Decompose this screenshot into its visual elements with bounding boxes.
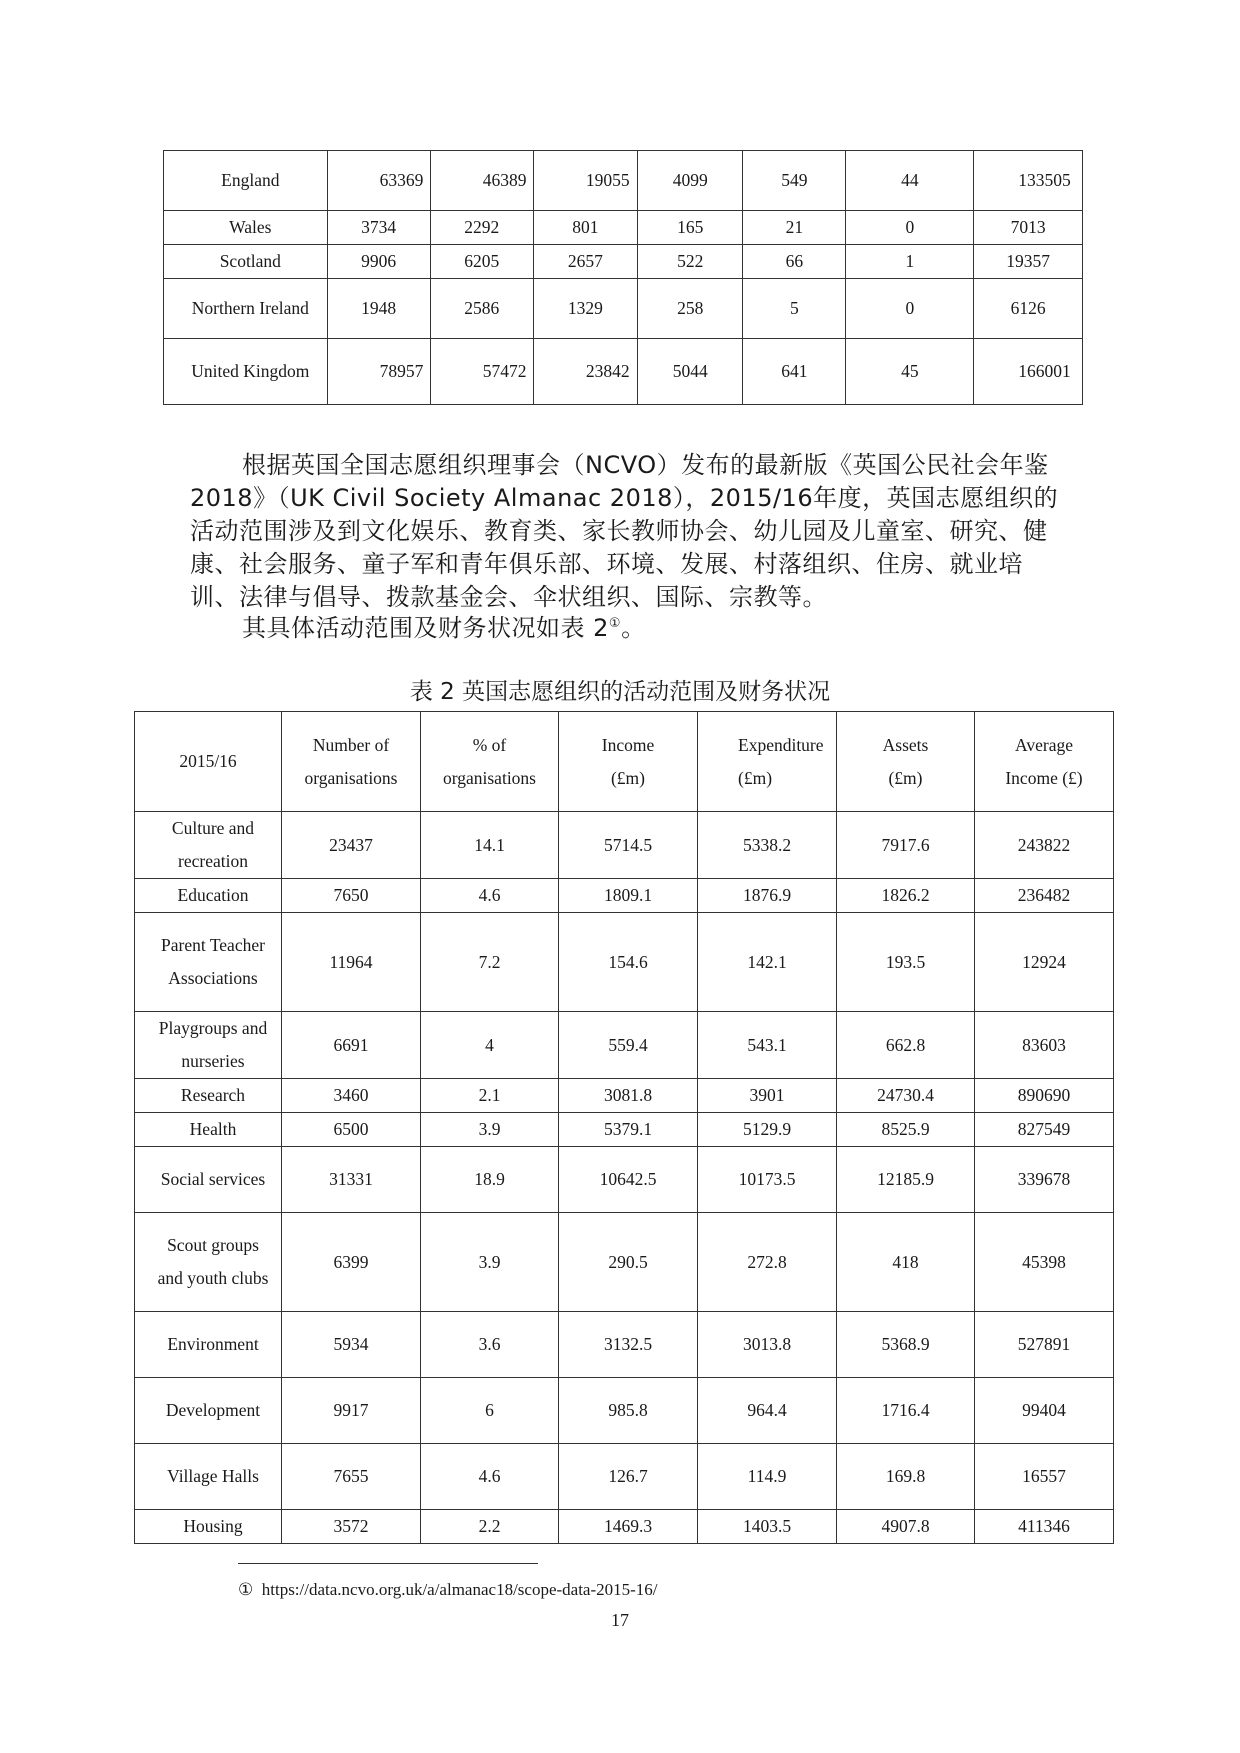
cell-avg: 12924 [975, 913, 1114, 1012]
cell-n: 7650 [282, 879, 421, 913]
cell: 57472 [430, 339, 533, 405]
table-row [135, 913, 1114, 1012]
cell-pct: 4.6 [421, 1444, 559, 1510]
cell-pct: 2.2 [421, 1510, 559, 1544]
cell-pct: 3.6 [421, 1312, 559, 1378]
cell-exp: 1876.9 [698, 879, 837, 913]
table-row [164, 245, 1083, 279]
table-row [135, 879, 1114, 913]
header-year: 2015/16 [135, 712, 282, 812]
cell: 166001 [974, 339, 1083, 405]
cell-avg: 890690 [975, 1079, 1114, 1113]
cell: 21 [743, 211, 846, 245]
cell-assets: 4907.8 [837, 1510, 975, 1544]
cell: 7013 [974, 211, 1083, 245]
cell-avg: 236482 [975, 879, 1114, 913]
cell-exp: 3901 [698, 1079, 837, 1113]
header-income: Income (£m) [559, 712, 698, 812]
body-paragraph-table-ref [190, 612, 1070, 645]
cell-n: 6500 [282, 1113, 421, 1147]
cell: 9906 [327, 245, 430, 279]
cell-exp: 543.1 [698, 1012, 837, 1079]
cell-exp: 142.1 [698, 913, 837, 1012]
cell-n: 3460 [282, 1079, 421, 1113]
region-label: Northern Ireland [164, 279, 328, 339]
cell-income: 154.6 [559, 913, 698, 1012]
table-row [135, 1147, 1114, 1213]
cell: 522 [638, 245, 743, 279]
cell-pct: 6 [421, 1378, 559, 1444]
table-row [135, 1113, 1114, 1147]
cell-avg: 411346 [975, 1510, 1114, 1544]
cell-pct: 3.9 [421, 1113, 559, 1147]
cell-avg: 45398 [975, 1213, 1114, 1312]
cell-exp: 3013.8 [698, 1312, 837, 1378]
cell: 19055 [533, 151, 637, 211]
cell-income: 5714.5 [559, 812, 698, 879]
activity-label: Parent Teacher Associations [135, 913, 282, 1012]
table-row [164, 211, 1083, 245]
cell: 549 [743, 151, 846, 211]
cell-pct: 3.9 [421, 1213, 559, 1312]
cell: 2586 [430, 279, 533, 339]
cell-n: 11964 [282, 913, 421, 1012]
cell: 133505 [974, 151, 1083, 211]
cell-assets: 8525.9 [837, 1113, 975, 1147]
table-row [135, 1012, 1114, 1079]
cell-exp: 114.9 [698, 1444, 837, 1510]
footnote-ref[interactable]: ① [608, 616, 622, 631]
cell: 5 [743, 279, 846, 339]
header-avg: Average Income (£) [975, 712, 1114, 812]
activity-label: Social services [135, 1147, 282, 1213]
activity-finance-table [134, 711, 1114, 1544]
table-row [135, 1079, 1114, 1113]
footnote-link[interactable]: https://data.ncvo.org.uk/a/almanac18/scope-data-2015-16/ [261, 1580, 658, 1599]
table-ref-end: 。 [621, 614, 646, 642]
cell-avg: 527891 [975, 1312, 1114, 1378]
cell-avg: 339678 [975, 1147, 1114, 1213]
header-pct: % of organisations [421, 712, 559, 812]
cell: 66 [743, 245, 846, 279]
cell-pct: 18.9 [421, 1147, 559, 1213]
cell: 46389 [430, 151, 533, 211]
cell-pct: 7.2 [421, 913, 559, 1012]
cell-exp: 5129.9 [698, 1113, 837, 1147]
header-row [135, 712, 1114, 812]
cell-avg: 827549 [975, 1113, 1114, 1147]
cell-avg: 243822 [975, 812, 1114, 879]
activity-label: Health [135, 1113, 282, 1147]
cell-income: 559.4 [559, 1012, 698, 1079]
cell-income: 985.8 [559, 1378, 698, 1444]
activity-label: Education [135, 879, 282, 913]
cell: 0 [846, 279, 974, 339]
cell: 63369 [327, 151, 430, 211]
region-label: Wales [164, 211, 328, 245]
region-label: England [164, 151, 328, 211]
cell: 78957 [327, 339, 430, 405]
cell-exp: 10173.5 [698, 1147, 837, 1213]
cell-assets: 12185.9 [837, 1147, 975, 1213]
table-row [164, 279, 1083, 339]
cell: 2657 [533, 245, 637, 279]
cell-income: 1469.3 [559, 1510, 698, 1544]
cell-assets: 1826.2 [837, 879, 975, 913]
activity-label: Housing [135, 1510, 282, 1544]
cell-assets: 7917.6 [837, 812, 975, 879]
cell-income: 1809.1 [559, 879, 698, 913]
cell: 165 [638, 211, 743, 245]
cell-pct: 14.1 [421, 812, 559, 879]
cell-income: 126.7 [559, 1444, 698, 1510]
header-expenditure: Expenditure (£m) [698, 712, 837, 812]
table-row [135, 1444, 1114, 1510]
region-label: Scotland [164, 245, 328, 279]
cell: 1329 [533, 279, 637, 339]
table-row [135, 1510, 1114, 1544]
cell: 1948 [327, 279, 430, 339]
table-row [135, 812, 1114, 879]
cell-income: 3081.8 [559, 1079, 698, 1113]
cell-pct: 4.6 [421, 879, 559, 913]
cell-n: 3572 [282, 1510, 421, 1544]
table-caption: 表 2 英国志愿组织的活动范围及财务状况 [409, 679, 831, 705]
cell-assets: 24730.4 [837, 1079, 975, 1113]
cell: 2292 [430, 211, 533, 245]
activity-label: Scout groups and youth clubs [135, 1213, 282, 1312]
cell: 4099 [638, 151, 743, 211]
cell: 0 [846, 211, 974, 245]
uk-region-table [163, 150, 1083, 405]
table-row [135, 1378, 1114, 1444]
cell-assets: 169.8 [837, 1444, 975, 1510]
page-number: 17 [611, 1610, 629, 1630]
activity-label: Village Halls [135, 1444, 282, 1510]
cell-n: 5934 [282, 1312, 421, 1378]
region-label: United Kingdom [164, 339, 328, 405]
activity-label: Environment [135, 1312, 282, 1378]
cell: 1 [846, 245, 974, 279]
cell: 801 [533, 211, 637, 245]
cell-pct: 2.1 [421, 1079, 559, 1113]
cell: 6205 [430, 245, 533, 279]
cell: 19357 [974, 245, 1083, 279]
activity-label: Research [135, 1079, 282, 1113]
cell-n: 6691 [282, 1012, 421, 1079]
cell-assets: 418 [837, 1213, 975, 1312]
cell: 641 [743, 339, 846, 405]
cell-avg: 99404 [975, 1378, 1114, 1444]
activity-label: Playgroups and nurseries [135, 1012, 282, 1079]
cell: 5044 [638, 339, 743, 405]
cell-n: 9917 [282, 1378, 421, 1444]
footnote [238, 1578, 658, 1602]
cell-assets: 193.5 [837, 913, 975, 1012]
cell-income: 3132.5 [559, 1312, 698, 1378]
cell-exp: 5338.2 [698, 812, 837, 879]
header-number: Number of organisations [282, 712, 421, 812]
cell: 258 [638, 279, 743, 339]
table-row [135, 1312, 1114, 1378]
activity-label: Development [135, 1378, 282, 1444]
body-paragraph: 根据英国全国志愿组织理事会（NCVO）发布的最新版《英国公民社会年鉴2018》（UK Civil Society Almanac 2018），2015/16年度，英国志愿组织的活动范围涉及到文化娱乐、教育类、家长教师协会、幼儿园及儿童室、研究、健康、社会服务、童子军和青年俱乐部、环境、发展、村落组织、住房、就业培训、法律与倡导、拨款基金会、伞状组织、国际、宗教等。 [190, 451, 1059, 611]
cell-assets: 662.8 [837, 1012, 975, 1079]
cell-pct: 4 [421, 1012, 559, 1079]
cell-avg: 16557 [975, 1444, 1114, 1510]
cell-exp: 964.4 [698, 1378, 837, 1444]
cell: 44 [846, 151, 974, 211]
cell-assets: 5368.9 [837, 1312, 975, 1378]
cell-n: 31331 [282, 1147, 421, 1213]
cell-n: 23437 [282, 812, 421, 879]
cell-exp: 1403.5 [698, 1510, 837, 1544]
cell-avg: 83603 [975, 1012, 1114, 1079]
cell-n: 7655 [282, 1444, 421, 1510]
cell-income: 5379.1 [559, 1113, 698, 1147]
header-assets: Assets (£m) [837, 712, 975, 812]
activity-label: Culture and recreation [135, 812, 282, 879]
cell: 3734 [327, 211, 430, 245]
footnote-marker: ① [238, 1580, 254, 1599]
cell-income: 10642.5 [559, 1147, 698, 1213]
table-row [164, 339, 1083, 405]
footnote-divider [238, 1563, 538, 1564]
cell: 45 [846, 339, 974, 405]
table-row [164, 151, 1083, 211]
cell-assets: 1716.4 [837, 1378, 975, 1444]
cell-n: 6399 [282, 1213, 421, 1312]
cell: 6126 [974, 279, 1083, 339]
cell-income: 290.5 [559, 1213, 698, 1312]
table-ref-text: 其具体活动范围及财务状况如表 2 [242, 614, 609, 642]
cell: 23842 [533, 339, 637, 405]
table-row [135, 1213, 1114, 1312]
cell-exp: 272.8 [698, 1213, 837, 1312]
